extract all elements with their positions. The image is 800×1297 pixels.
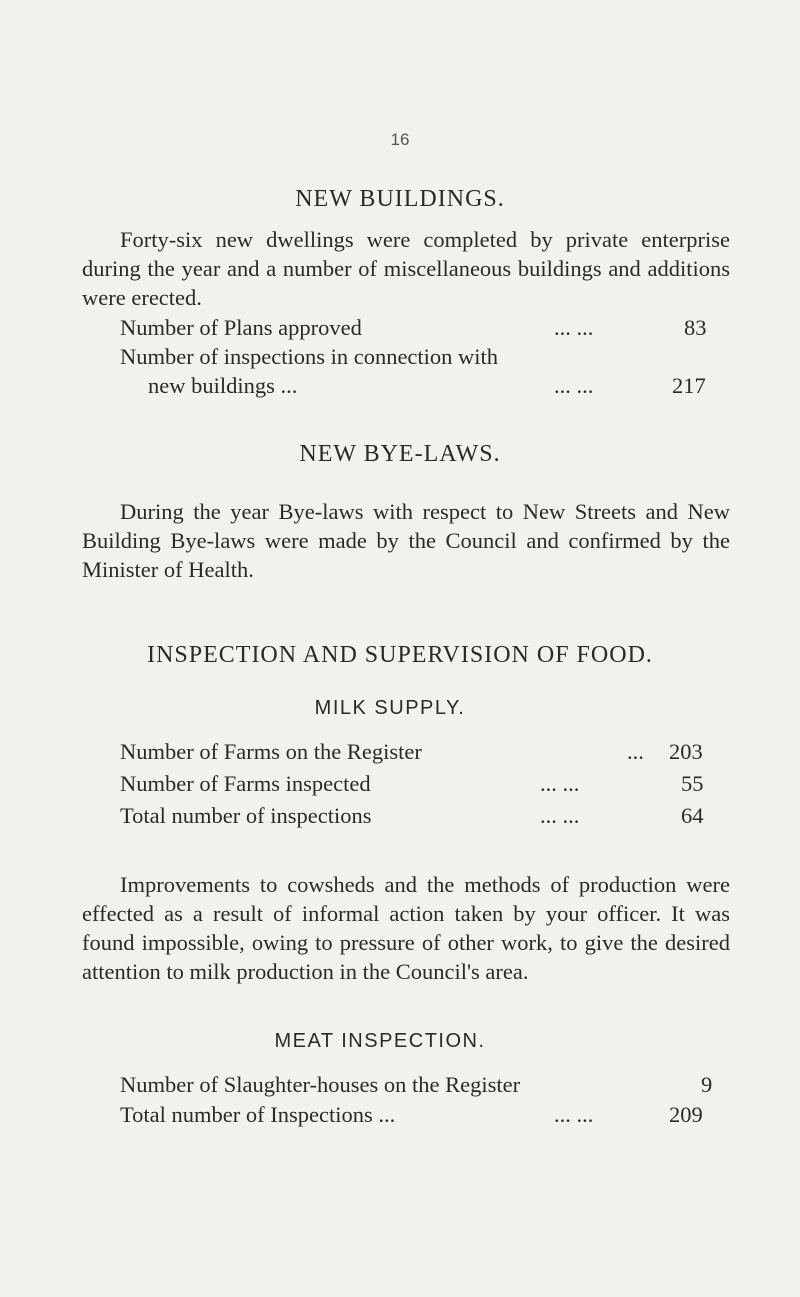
milk-paragraph: Improvements to cowsheds and the methods of production were effected as a result of informal action taken by your officer. It was found impossible, owing to pressure of other work, to give the desired attention to milk production in the Council's area. [82,872,730,984]
bye-laws-paragraph: During the year Bye-laws with respect to New Streets and New Building Bye-laws were made by the Council and confirmed by the Minister of Health. [82,499,730,582]
total-inspections-label: Total number of inspections [120,803,372,828]
page-number: 16 [390,130,410,149]
new-buildings-heading: NEW BUILDINGS. [295,186,505,212]
food-heading: INSPECTION AND SUPERVISION OF FOOD. [147,642,653,668]
inspections-dots: ... ... [554,373,594,398]
meat-total-value: 209 [669,1102,703,1127]
meat-total-label: Total number of Inspections ... [120,1102,396,1127]
plans-approved-value: 83 [684,315,707,340]
slaughter-houses-label: Number of Slaughter-houses on the Register [120,1072,521,1097]
plans-approved-dots: ... ... [554,315,594,340]
plans-approved-row [120,313,362,343]
total-inspections-dots: ... ... [540,803,580,828]
bye-laws-heading: NEW BYE-LAWS. [299,441,501,467]
farms-inspected-label: Number of Farms inspected [120,771,371,796]
inspections-row-label-2: new buildings ... [148,373,298,398]
meat-total-dots: ... ... [554,1102,594,1127]
farms-register-dots: ... [627,739,644,764]
farms-inspected-dots: ... ... [540,771,580,796]
slaughter-houses-value: 9 [701,1072,713,1097]
inspections-value: 217 [672,373,706,398]
farms-register-label: Number of Farms on the Register [120,739,422,764]
plans-approved-label: Number of Plans approved [120,315,362,340]
meat-inspection-heading: MEAT INSPECTION. [274,1030,486,1052]
new-buildings-paragraph: Forty-six new dwellings were completed by private enterprise during the year and a number of miscellaneous buildings and additions were erected. [82,227,730,310]
total-inspections-value: 64 [681,803,704,828]
farms-register-value: 203 [669,739,703,764]
farms-inspected-value: 55 [681,771,704,796]
milk-supply-heading: MILK SUPPLY. [314,697,466,719]
inspections-row-label-1: Number of inspections in connection with [120,344,499,369]
